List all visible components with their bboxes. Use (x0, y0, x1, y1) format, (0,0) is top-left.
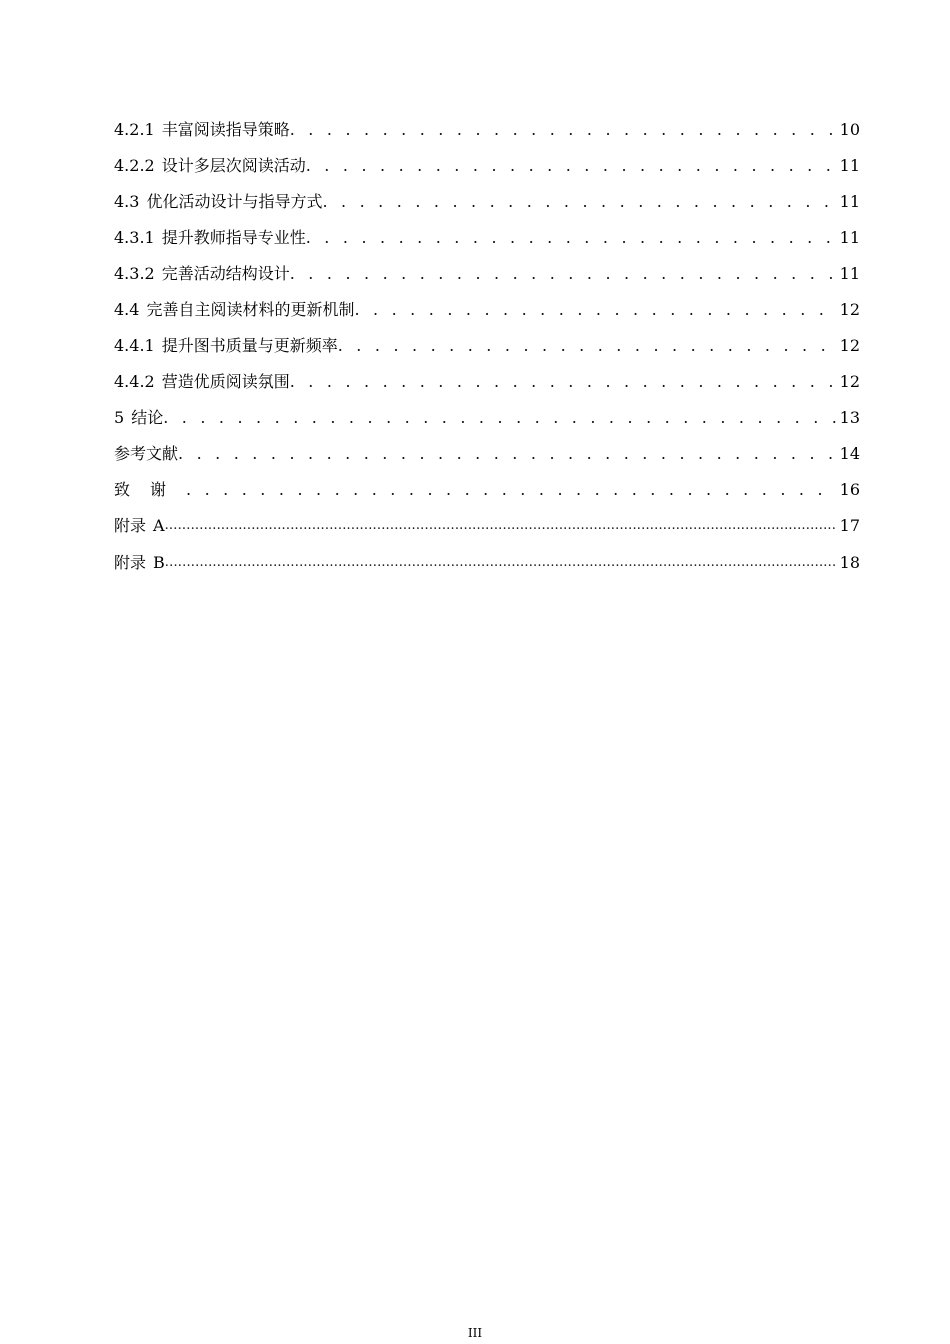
dot-leader (290, 112, 836, 148)
dot-leader (290, 256, 836, 292)
toc-entry-page: 10 (839, 120, 860, 139)
toc-entry-references[interactable] (114, 436, 860, 472)
toc-entry-4-3[interactable] (114, 184, 860, 220)
toc-entry-page: 11 (839, 156, 860, 175)
toc-entry-4-4-1[interactable] (114, 328, 860, 364)
toc-entry-number: 5 (114, 408, 125, 427)
toc-entry-page: 11 (839, 192, 860, 211)
toc-entry-page: 11 (839, 264, 860, 283)
toc-entry-title: 营造优质阅读氛围 (161, 372, 290, 391)
toc-entry-title: 优化活动设计与指导方式 (146, 192, 323, 211)
table-of-contents (114, 112, 860, 582)
toc-entry-title: 提升图书质量与更新频率 (161, 336, 338, 355)
toc-entry-4-3-2[interactable] (114, 256, 860, 292)
toc-entry-title: 完善活动结构设计 (161, 264, 290, 283)
toc-entry-4-2-2[interactable] (114, 148, 860, 184)
toc-entry-page: 11 (839, 228, 860, 247)
page-number: III (467, 1326, 483, 1340)
dot-leader (290, 364, 836, 400)
dot-leader (163, 400, 835, 436)
toc-entry-number: 4.3.1 (114, 228, 155, 247)
toc-entry-number: 4.2.2 (114, 156, 155, 175)
dot-leader (338, 328, 836, 364)
toc-entry-title: 致谢 (114, 480, 187, 499)
toc-entry-page: 14 (839, 444, 860, 463)
toc-entry-title: 丰富阅读指导策略 (161, 120, 290, 139)
toc-entry-number: 4.4 (114, 300, 140, 319)
toc-entry-4-2-1[interactable] (114, 112, 860, 148)
toc-entry-4-4-2[interactable] (114, 364, 860, 400)
toc-entry-appendix-b[interactable] (114, 544, 860, 582)
toc-entry-page: 16 (839, 480, 860, 499)
toc-entry-title: A (153, 516, 165, 535)
dot-leader (178, 436, 836, 472)
toc-entry-4-3-1[interactable] (114, 220, 860, 256)
toc-entry-number: 附录 (114, 516, 147, 535)
toc-entry-5[interactable] (114, 400, 860, 436)
toc-entry-page: 18 (839, 553, 860, 572)
toc-entry-number: 4.4.1 (114, 336, 155, 355)
toc-entry-title: B (153, 553, 165, 572)
toc-entry-acknowledgements[interactable] (114, 472, 860, 508)
dot-leader (306, 220, 836, 256)
toc-entry-page: 13 (839, 408, 860, 427)
dot-leader (306, 148, 836, 184)
toc-entry-title: 提升教师指导专业性 (161, 228, 306, 247)
toc-entry-title: 参考文献 (114, 444, 179, 463)
toc-entry-number: 附录 (114, 553, 147, 572)
dot-leader (186, 472, 836, 508)
toc-entry-page: 17 (839, 516, 860, 535)
toc-entry-title: 设计多层次阅读活动 (161, 156, 306, 175)
toc-entry-number: 4.4.2 (114, 372, 155, 391)
toc-entry-number: 4.3 (114, 192, 140, 211)
toc-entry-page: 12 (839, 372, 860, 391)
dot-leader (165, 508, 836, 544)
toc-entry-4-4[interactable] (114, 292, 860, 328)
dot-leader (165, 544, 836, 582)
toc-entry-page: 12 (839, 336, 860, 355)
toc-entry-title: 完善自主阅读材料的更新机制 (146, 300, 355, 319)
toc-entry-page: 12 (839, 300, 860, 319)
toc-entry-number: 4.2.1 (114, 120, 155, 139)
toc-entry-title: 结论 (131, 408, 164, 427)
toc-entry-appendix-a[interactable] (114, 508, 860, 544)
dot-leader (322, 184, 835, 220)
toc-entry-number: 4.3.2 (114, 264, 155, 283)
dot-leader (354, 292, 835, 328)
